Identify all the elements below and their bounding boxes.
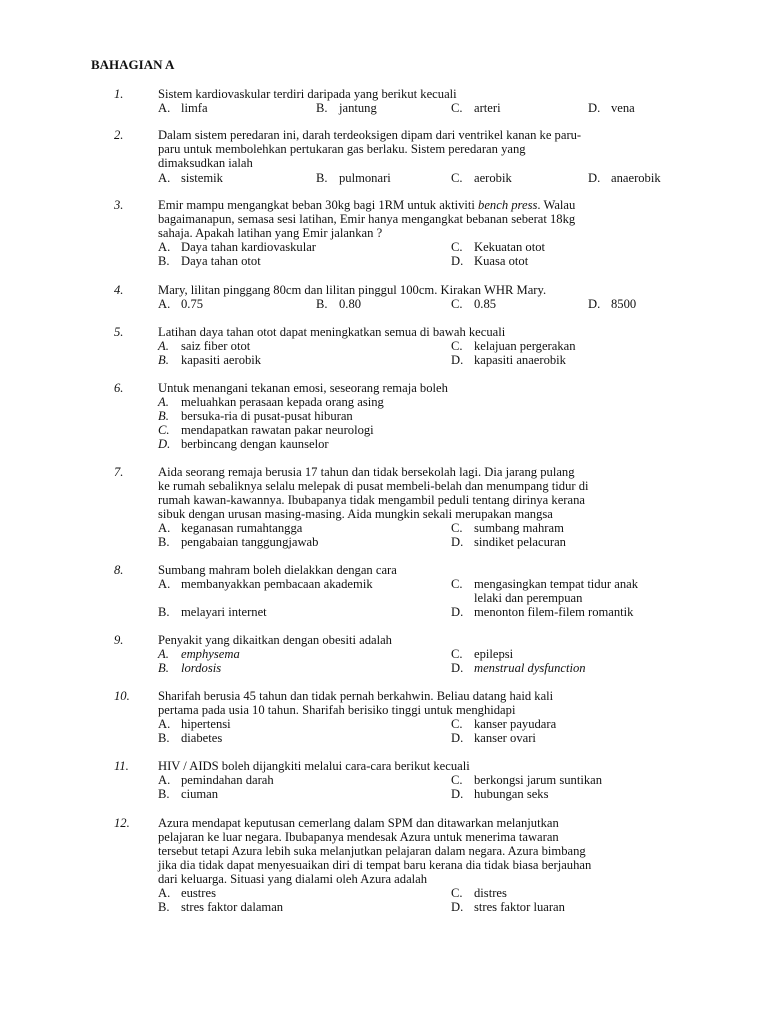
option-a — [158, 577, 373, 591]
option-b — [158, 731, 222, 745]
question-number: 6. — [114, 381, 124, 395]
option-d — [588, 297, 636, 311]
option-text: hubungan seks — [474, 787, 549, 801]
option-b — [158, 661, 221, 675]
option-c — [451, 101, 501, 115]
stem-line: dari keluarga. Situasi yang dialami oleh Azura adalah — [158, 872, 428, 886]
option-text: 0.80 — [339, 297, 362, 311]
option-letter: C. — [451, 886, 463, 900]
stem-text: . Walau — [537, 198, 576, 212]
question-number: 1. — [114, 87, 124, 101]
question-stem — [158, 633, 678, 647]
option-text: saiz fiber otot — [181, 339, 251, 353]
question-stem — [158, 759, 678, 773]
question-number: 10. — [114, 689, 130, 703]
option-c — [451, 647, 513, 661]
option-d — [451, 353, 566, 367]
option-letter: A. — [158, 339, 169, 353]
option-d — [451, 535, 566, 549]
option-text: kapasiti aerobik — [181, 353, 262, 367]
question-number: 5. — [114, 325, 124, 339]
stem-line: bagaimanapun, semasa sesi latihan, Emir hanya mengangkat bebanan seberat 18kg — [158, 212, 576, 226]
option-letter: A. — [158, 395, 169, 409]
option-text: kapasiti anaerobik — [474, 353, 566, 367]
stem-line: sahaja. Apakah latihan yang Emir jalankan ? — [158, 226, 383, 240]
option-b — [316, 171, 391, 185]
option-text: Kuasa otot — [474, 254, 529, 268]
option-c — [451, 577, 638, 591]
option-letter: B. — [158, 409, 169, 423]
stem-line: Azura mendapat keputusan cemerlang dalam SPM dan ditawarkan melanjutkan — [158, 816, 559, 830]
option-text: kelajuan pergerakan — [474, 339, 576, 353]
option-letter: B. — [316, 101, 328, 115]
option-letter: C. — [451, 773, 463, 787]
option-text: stres faktor dalaman — [181, 900, 284, 914]
option-c — [451, 521, 564, 535]
option-d — [451, 661, 586, 675]
option-letter: C. — [451, 577, 463, 591]
option-d — [451, 900, 565, 914]
stem-line — [158, 198, 678, 212]
option-c — [158, 423, 374, 437]
stem-line: pelajaran ke luar negara. Ibubapanya mendesak Azura untuk menerima tawaran — [158, 830, 559, 844]
option-letter: D. — [588, 171, 601, 185]
option-letter: A. — [158, 171, 171, 185]
stem-line: Mary, lilitan pinggang 80cm dan lilitan pinggul 100cm. Kirakan WHR Mary. — [158, 283, 547, 297]
option-letter: C. — [451, 297, 463, 311]
option-d — [451, 254, 528, 268]
option-text: bersuka-ria di pusat-pusat hiburan — [181, 409, 353, 423]
option-b — [316, 297, 361, 311]
option-letter: C. — [451, 171, 463, 185]
stem-line: Sistem kardiovaskular terdiri daripada yang berikut kecuali — [158, 87, 457, 101]
option-text: 0.75 — [181, 297, 204, 311]
option-text: kanser payudara — [474, 717, 557, 731]
option-c — [451, 339, 576, 353]
option-letter: B. — [158, 900, 170, 914]
option-text: Daya tahan kardiovaskular — [181, 240, 316, 254]
stem-line: jika dia tidak dapat menyesuaikan diri di tempat baru kerana dia tidak biasa berjauhan — [158, 858, 592, 872]
option-c — [451, 717, 556, 731]
option-a — [158, 297, 203, 311]
stem-line: Penyakit yang dikaitkan dengan obesiti adalah — [158, 633, 392, 647]
option-text: jantung — [339, 101, 377, 115]
option-letter: D. — [451, 605, 464, 619]
option-text: diabetes — [181, 731, 223, 745]
option-d — [588, 101, 635, 115]
option-letter: D. — [588, 297, 601, 311]
option-text: pemindahan darah — [181, 773, 274, 787]
option-d — [158, 437, 329, 451]
option-text: Kekuatan otot — [474, 240, 545, 254]
option-text: membanyakkan pembacaan akademik — [181, 577, 373, 591]
option-text: pulmonari — [339, 171, 391, 185]
question-stem — [158, 325, 678, 339]
stem-italic-term: bench press — [478, 198, 538, 212]
option-b — [158, 900, 283, 914]
section-title: BAHAGIAN A — [91, 57, 175, 72]
option-letter: C. — [451, 339, 463, 353]
option-a — [158, 339, 250, 353]
option-letter: B. — [158, 787, 170, 801]
stem-line: ke rumah sebaliknya selalu melepak di pusat membeli-belah dan menumpang tidur di — [158, 479, 589, 493]
option-text: 0.85 — [474, 297, 497, 311]
option-letter: A. — [158, 886, 171, 900]
option-letter: B. — [158, 254, 170, 268]
option-c — [451, 773, 602, 787]
option-text: meluahkan perasaan kepada orang asing — [181, 395, 384, 409]
option-c — [451, 297, 496, 311]
question-number: 7. — [114, 465, 124, 479]
question-number: 8. — [114, 563, 124, 577]
option-a — [158, 647, 240, 661]
option-text: epilepsi — [474, 647, 514, 661]
option-text: kanser ovari — [474, 731, 536, 745]
option-text: hipertensi — [181, 717, 231, 731]
option-b — [158, 787, 218, 801]
option-text: mendapatkan rawatan pakar neurologi — [181, 423, 374, 437]
option-letter: A. — [158, 717, 171, 731]
option-letter: A. — [158, 521, 171, 535]
option-a — [158, 395, 384, 409]
stem-line: paru untuk membolehkan pertukaran gas berlaku. Sistem peredaran yang — [158, 142, 526, 156]
option-c-continued: lelaki dan perempuan — [474, 591, 583, 605]
option-letter: A. — [158, 240, 171, 254]
option-letter: A. — [158, 647, 169, 661]
option-text: stres faktor luaran — [474, 900, 565, 914]
option-c — [451, 240, 545, 254]
option-text: pengabaian tanggungjawab — [181, 535, 319, 549]
option-text: keganasan rumahtangga — [181, 521, 303, 535]
option-text: menstrual dysfunction — [474, 661, 586, 675]
option-b — [158, 605, 267, 619]
option-letter: B. — [158, 605, 170, 619]
option-b — [158, 353, 261, 367]
option-c — [451, 171, 512, 185]
option-text: menonton filem-filem romantik — [474, 605, 634, 619]
question-number: 12. — [114, 816, 130, 830]
stem-line: sibuk dengan urusan masing-masing. Aida mungkin sekali merupakan mangsa — [158, 507, 553, 521]
option-text: ciuman — [181, 787, 219, 801]
option-a — [158, 886, 216, 900]
option-letter: C. — [451, 647, 463, 661]
option-text: Daya tahan otot — [181, 254, 261, 268]
option-text: emphysema — [181, 647, 240, 661]
option-text: sistemik — [181, 171, 223, 185]
option-a — [158, 171, 223, 185]
stem-line: rumah kawan-kawannya. Ibubapanya tidak mengambil peduli tentang dirinya kerana — [158, 493, 585, 507]
option-text: berkongsi jarum suntikan — [474, 773, 603, 787]
stem-line: dimaksudkan ialah — [158, 156, 253, 170]
option-letter: D. — [158, 437, 171, 451]
stem-line: Sumbang mahram boleh dielakkan dengan cara — [158, 563, 397, 577]
stem-line: HIV / AIDS boleh dijangkiti melalui cara-cara berikut kecuali — [158, 759, 470, 773]
option-a — [158, 773, 274, 787]
stem-line: tersebut tetapi Azura lebih suka melanjutkan pelajaran dalam negara. Azura bimbang — [158, 844, 586, 858]
option-letter: D. — [451, 254, 464, 268]
question-stem — [158, 128, 678, 170]
stem-line: Sharifah berusia 45 tahun dan tidak pernah berkahwin. Beliau datang haid kali — [158, 689, 554, 703]
question-stem — [158, 563, 678, 577]
option-letter: A. — [158, 101, 171, 115]
option-letter: D. — [451, 535, 464, 549]
option-d — [588, 171, 661, 185]
option-text: aerobik — [474, 171, 512, 185]
option-text: 8500 — [611, 297, 637, 311]
option-letter: A. — [158, 577, 171, 591]
option-text: arteri — [474, 101, 501, 115]
question-number: 3. — [114, 198, 124, 212]
option-d — [451, 731, 536, 745]
option-letter: C. — [158, 423, 170, 437]
option-letter: D. — [451, 787, 464, 801]
option-b — [158, 535, 318, 549]
option-letter: B. — [158, 731, 170, 745]
stem-line: Aida seorang remaja berusia 17 tahun dan tidak bersekolah lagi. Dia jarang pulang — [158, 465, 575, 479]
option-letter: D. — [588, 101, 601, 115]
option-a — [158, 717, 231, 731]
option-text: eustres — [181, 886, 216, 900]
option-text: melayari internet — [181, 605, 267, 619]
question-stem — [158, 689, 678, 717]
option-letter: C. — [451, 717, 463, 731]
option-letter: B. — [158, 353, 169, 367]
option-b — [158, 254, 261, 268]
option-a — [158, 101, 208, 115]
option-a — [158, 240, 316, 254]
option-d — [451, 787, 549, 801]
option-d — [451, 605, 633, 619]
option-letter: A. — [158, 297, 171, 311]
option-text: anaerobik — [611, 171, 661, 185]
question-stem — [158, 87, 678, 101]
option-text: sindiket pelacuran — [474, 535, 566, 549]
option-a — [158, 521, 302, 535]
option-letter: C. — [451, 101, 463, 115]
question-stem — [158, 198, 678, 240]
question-number: 9. — [114, 633, 124, 647]
question-number: 4. — [114, 283, 124, 297]
question-stem — [158, 381, 678, 395]
option-text: lordosis — [181, 661, 222, 675]
question-number: 11. — [114, 759, 129, 773]
stem-line: Untuk menangani tekanan emosi, seseorang remaja boleh — [158, 381, 448, 395]
question-stem — [158, 465, 678, 521]
stem-line: Latihan daya tahan otot dapat meningkatkan semua di bawah kecuali — [158, 325, 506, 339]
option-text: limfa — [181, 101, 208, 115]
option-b — [158, 409, 353, 423]
stem-text: Emir mampu mengangkat beban 30kg bagi 1RM untuk aktiviti — [158, 198, 479, 212]
option-letter: D. — [451, 731, 464, 745]
option-letter: C. — [451, 240, 463, 254]
option-letter: D. — [451, 353, 464, 367]
option-c — [451, 886, 507, 900]
question-stem — [158, 816, 678, 886]
question-stem — [158, 283, 678, 297]
option-letter: D. — [451, 661, 464, 675]
option-text: sumbang mahram — [474, 521, 564, 535]
option-text: distres — [474, 886, 507, 900]
option-letter: B. — [158, 661, 169, 675]
option-letter: B. — [316, 171, 328, 185]
option-text: berbincang dengan kaunselor — [181, 437, 329, 451]
option-letter: D. — [451, 900, 464, 914]
option-letter: B. — [158, 535, 170, 549]
stem-line: Dalam sistem peredaran ini, darah terdeoksigen dipam dari ventrikel kanan ke paru- — [158, 128, 582, 142]
option-text: vena — [611, 101, 635, 115]
question-number: 2. — [114, 128, 124, 142]
option-b — [316, 101, 377, 115]
option-letter: B. — [316, 297, 328, 311]
option-letter: A. — [158, 773, 171, 787]
option-text: mengasingkan tempat tidur anak — [474, 577, 639, 591]
stem-line: pertama pada usia 10 tahun. Sharifah berisiko tinggi untuk menghidapi — [158, 703, 516, 717]
option-letter: C. — [451, 521, 463, 535]
